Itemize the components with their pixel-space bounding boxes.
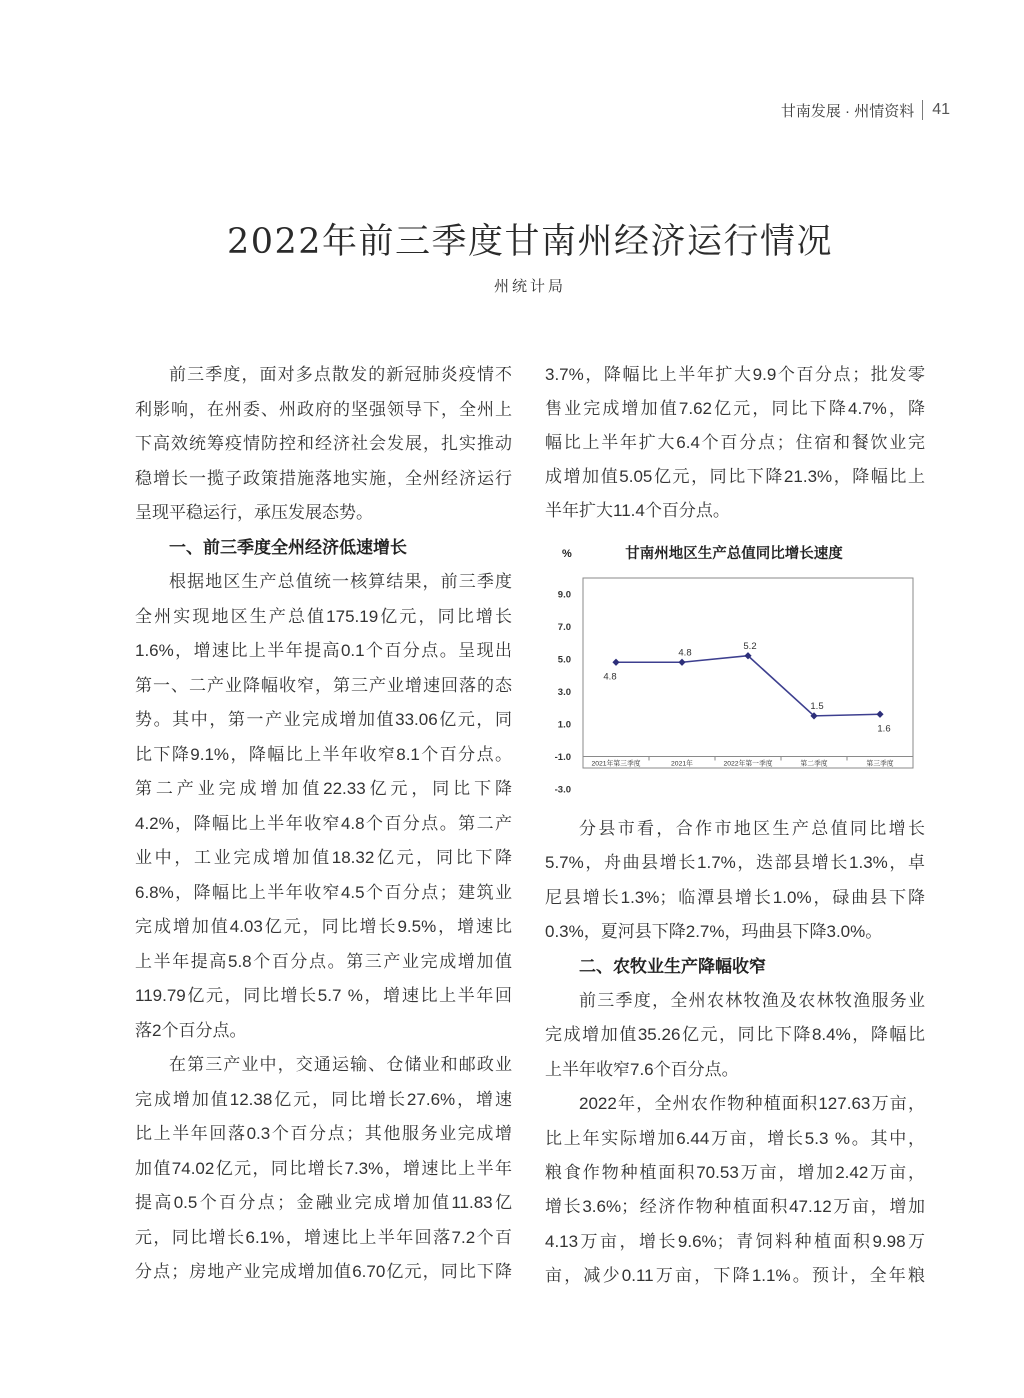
data-point [612, 659, 619, 666]
chart-marks [555, 578, 913, 796]
text-line: 5.7%，舟曲县增长1.7%，迭部县增长1.3%，卓 [545, 853, 925, 873]
y-tick-label: 3.0 [557, 687, 571, 698]
text-line: 上半年提高5.8个百分点。第三产业完成增加值 [135, 951, 512, 971]
text-line: 落2个百分点。 [135, 1020, 247, 1040]
x-tick-label: 2021年 [671, 760, 693, 768]
text-line: 第二产业完成增加值22.33亿元，同比下降 [135, 779, 512, 798]
text-line: 提高0.5个百分点；金融业完成增加值11.83亿 [135, 1193, 512, 1212]
data-label: 1.5 [810, 700, 824, 712]
x-tick-label: 2021年第三季度 [591, 760, 641, 768]
publication-name: 甘南发展 · 州情资料 [780, 102, 915, 120]
text-line: 4.2%，降幅比上半年收窄4.8个百分点。第二产 [135, 813, 512, 833]
header-divider [922, 100, 923, 120]
text-line: 尼县增长1.3%；临潭县增长1.0%，碌曲县下降 [545, 887, 925, 907]
text-line: 利影响，在州委、州政府的坚强领导下，全州上 [135, 399, 512, 419]
text-line: 完成增加值12.38亿元，同比增长27.6%，增速 [135, 1089, 512, 1109]
x-tick-label: 第二季度 [800, 760, 828, 768]
left-column [135, 358, 512, 1290]
running-header [781, 99, 950, 121]
data-point [876, 711, 883, 718]
text-line: 根据地区生产总值统一核算结果，前三季度 [169, 572, 512, 591]
text-line: 分点；房地产业完成增加值6.70亿元，同比下降 [135, 1262, 512, 1281]
text-line: 半年扩大11.4个百分点。 [545, 501, 730, 520]
text-line: 势。其中，第一产业完成增加值33.06亿元，同 [135, 710, 512, 729]
text-line: 售业完成增加值7.62亿元，同比下降4.7%，降 [545, 399, 925, 418]
text-line: 加值74.02亿元，同比增长7.3%，增速比上半年 [135, 1158, 512, 1178]
data-label: 1.6 [877, 723, 891, 735]
text-line: 比上半年回落0.3个百分点；其他服务业完成增 [135, 1124, 512, 1143]
text-line: 比下降9.1%，降幅比上半年收窄8.1个百分点。 [135, 744, 512, 764]
text-line: 119.79亿元，同比增长5.7 %，增速比上半年回 [135, 986, 512, 1005]
text-line: 亩，减少0.11万亩，下降1.1%。预计，全年粮 [545, 1266, 925, 1286]
article-title: 2022年前三季度甘南州经济运行情况 [226, 222, 834, 262]
text-line: 完成增加值4.03亿元，同比增长9.5%，增速比 [135, 917, 512, 936]
article-author: 州统计局 [493, 278, 566, 295]
text-line: 0.3%，夏河县下降2.7%，玛曲县下降3.0%。 [545, 922, 883, 942]
y-axis-unit: % [562, 548, 572, 560]
text-line: 4.13万亩，增长9.6%；青饲料种植面积9.98万 [545, 1231, 925, 1251]
text-line: 前三季度，全州农林牧渔及农林牧渔服务业 [579, 990, 925, 1010]
y-tick-label: -3.0 [554, 784, 571, 796]
data-point [678, 659, 685, 666]
page-number: 41 [932, 101, 950, 118]
section-heading: 一、前三季度全州经济低速增长 [169, 537, 407, 557]
text-line: 前三季度，面对多点散发的新冠肺炎疫情不 [169, 365, 512, 384]
plot-area [583, 578, 913, 768]
text-line: 元，同比增长6.1%，增速比上半年回落7.2个百 [135, 1227, 512, 1247]
data-label: 4.8 [678, 647, 692, 659]
text-line: 分县市看，合作市地区生产总值同比增长 [579, 819, 925, 838]
data-label: 5.2 [743, 640, 757, 652]
text-line: 第一、二产业降幅收窄，第三产业增速回落的态 [135, 675, 512, 695]
text-line: 粮食作物种植面积70.53万亩，增加2.42万亩， [545, 1162, 925, 1182]
text-line: 1.6%，增速比上半年提高0.1个百分点。呈现出 [135, 641, 512, 660]
x-tick-label: 第三季度 [866, 760, 894, 768]
text-line: 呈现平稳运行，承压发展态势。 [135, 503, 373, 522]
text-line: 稳增长一揽子政策措施落地实施，全州经济运行 [135, 468, 512, 488]
text-line: 在第三产业中，交通运输、仓储业和邮政业 [169, 1055, 512, 1074]
text-line: 上半年收窄7.6个百分点。 [545, 1059, 739, 1079]
text-line: 6.8%，降幅比上半年收窄4.5个百分点；建筑业 [135, 882, 512, 902]
chart-title: 甘南州地区生产总值同比增长速度 [625, 546, 843, 562]
y-tick-label: 9.0 [557, 589, 571, 601]
text-line: 2022年，全州农作物种植面积127.63万亩， [579, 1094, 925, 1114]
y-tick-label: 1.0 [557, 719, 571, 731]
right-column-top [545, 358, 925, 528]
text-line: 全州实现地区生产总值175.19亿元，同比增长 [135, 606, 512, 626]
text-line: 3.7%，降幅比上半年扩大9.9个百分点；批发零 [545, 365, 925, 384]
text-line: 幅比上半年扩大6.4个百分点；住宿和餐饮业完 [545, 433, 925, 452]
text-line: 增长3.6%；经济作物种植面积47.12万亩，增加 [545, 1197, 925, 1217]
text-line: 下高效统筹疫情防控和经济社会发展，扎实推动 [135, 434, 512, 453]
series-line [616, 656, 880, 716]
text-line: 完成增加值35.26亿元，同比下降8.4%，降幅比 [545, 1025, 925, 1045]
text-line: 业中，工业完成增加值18.32亿元，同比下降 [135, 848, 512, 867]
y-tick-label: -1.0 [554, 752, 571, 763]
section-heading: 二、农牧业生产降幅收窄 [579, 956, 766, 976]
gdp-growth-chart [545, 540, 925, 802]
y-tick-label: 7.0 [557, 622, 571, 633]
x-tick-label: 2022年第一季度 [723, 760, 773, 768]
right-column-bottom [545, 812, 925, 1293]
data-label: 4.8 [603, 671, 617, 683]
y-tick-label: 5.0 [557, 654, 571, 666]
text-line: 比上年实际增加6.44万亩，增长5.3 %。其中， [545, 1128, 925, 1148]
text-line: 成增加值5.05亿元，同比下降21.3%，降幅比上 [545, 467, 925, 486]
